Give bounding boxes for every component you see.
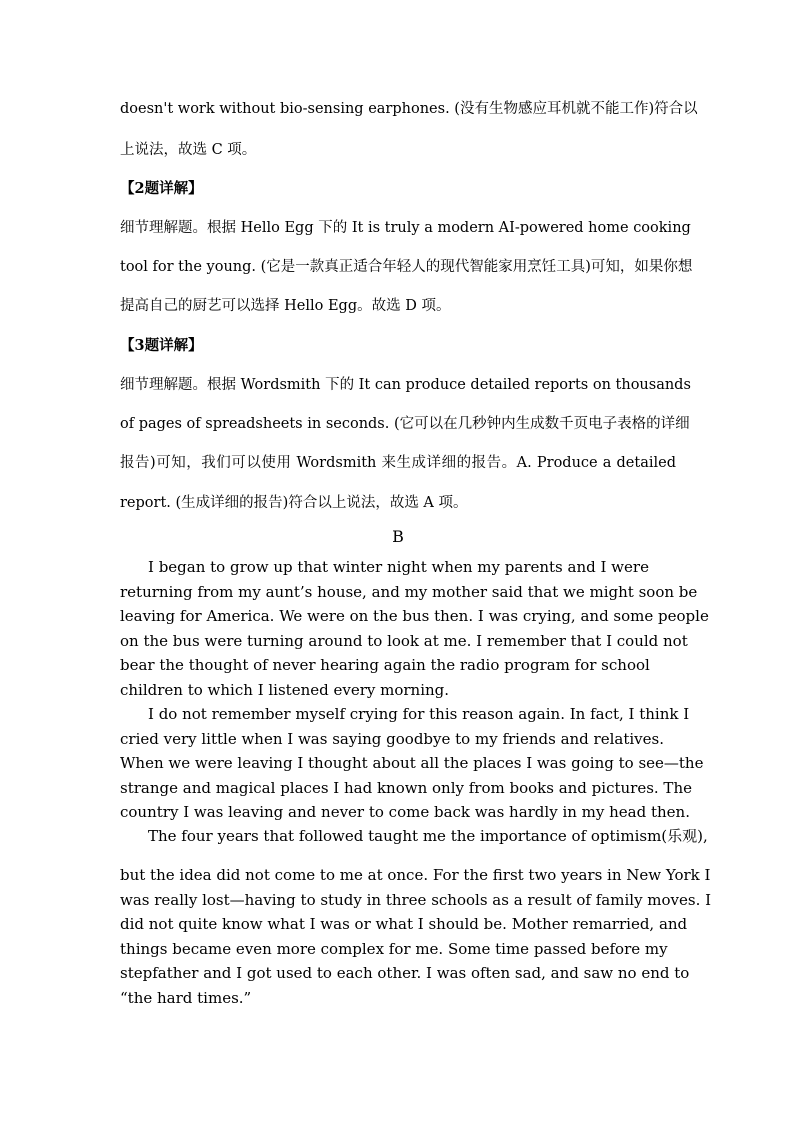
passage-line: “the hard times.” <box>120 988 252 1007</box>
passage-line: returning from my aunt’s house, and my mother said that we might soon be <box>120 582 698 601</box>
explanation-line: 报告)可知，我们可以使用 Wordsmith 来生成详细的报告。A. Produce a detailed <box>120 455 676 471</box>
passage-line: on the bus were turning around to look at me. I remember that I could not <box>120 631 688 650</box>
section-title: B <box>392 527 404 546</box>
explanation-line: doesn't work without bio-sensing earphones. (没有生物感应耳机就不能工作)符合以 <box>120 101 698 117</box>
passage-paragraph-1 <box>120 555 709 702</box>
passage-line: stepfather and I got used to each other. I was often sad, and saw no end to <box>120 964 690 982</box>
explanation-line: 上说法，故选 C 项。 <box>120 142 257 158</box>
explanation-line: tool for the young. (它是一款真正适合年轻人的现代智能家用烹饪工具)可知，如果你想 <box>120 259 693 275</box>
explanation-line: report. (生成详细的报告)符合以上说法，故选 A 项。 <box>120 495 468 511</box>
passage-paragraph-3 <box>120 863 712 1010</box>
passage-paragraph-3-first <box>120 824 708 849</box>
passage-line: country I was leaving and never to come back was hardly in my head then. <box>120 803 690 821</box>
passage-line: cried very little when I was saying goodbye to my friends and relatives. <box>120 729 664 748</box>
passage-line: strange and magical places I had known only from books and pictures. The <box>120 778 692 797</box>
passage-line: was really lost—having to study in three schools as a result of family moves. I <box>120 890 712 909</box>
question-2-heading: 【2题详解】 <box>120 180 203 197</box>
passage-line: did not quite know what I was or what I should be. Mother remarried, and <box>120 915 688 933</box>
explanation-line: 提高自己的厨艺可以选择 Hello Egg。故选 D 项。 <box>120 298 451 314</box>
passage-line: I began to grow up that winter night when my parents and I were <box>148 558 649 576</box>
passage-paragraph-2 <box>120 702 704 825</box>
explanation-line: 细节理解题。根据 Hello Egg 下的 It is truly a modern AI-powered home cooking <box>120 220 691 236</box>
passage-line: bear the thought of never hearing again the radio program for school <box>120 656 650 674</box>
passage-line: things became even more complex for me. Some time passed before my <box>120 939 668 958</box>
passage-line: leaving for America. We were on the bus then. I was crying, and some people <box>120 607 709 625</box>
passage-line: but the idea did not come to me at once. For the first two years in New York I <box>120 866 711 884</box>
explanation-line: 细节理解题。根据 Wordsmith 下的 It can produce detailed reports on thousands <box>120 377 691 393</box>
passage-line: children to which I listened every morning. <box>120 680 450 699</box>
passage-line: The four years that followed taught me the importance of optimism(乐观), <box>148 827 708 845</box>
explanation-line: of pages of spreadsheets in seconds. (它可以在几秒钟内生成数千页电子表格的详细 <box>120 416 690 432</box>
question-3-heading: 【3题详解】 <box>120 337 203 354</box>
passage-line: I do not remember myself crying for this reason again. In fact, I think I <box>148 705 690 723</box>
passage-line: When we were leaving I thought about all the places I was going to see—the <box>120 754 704 772</box>
